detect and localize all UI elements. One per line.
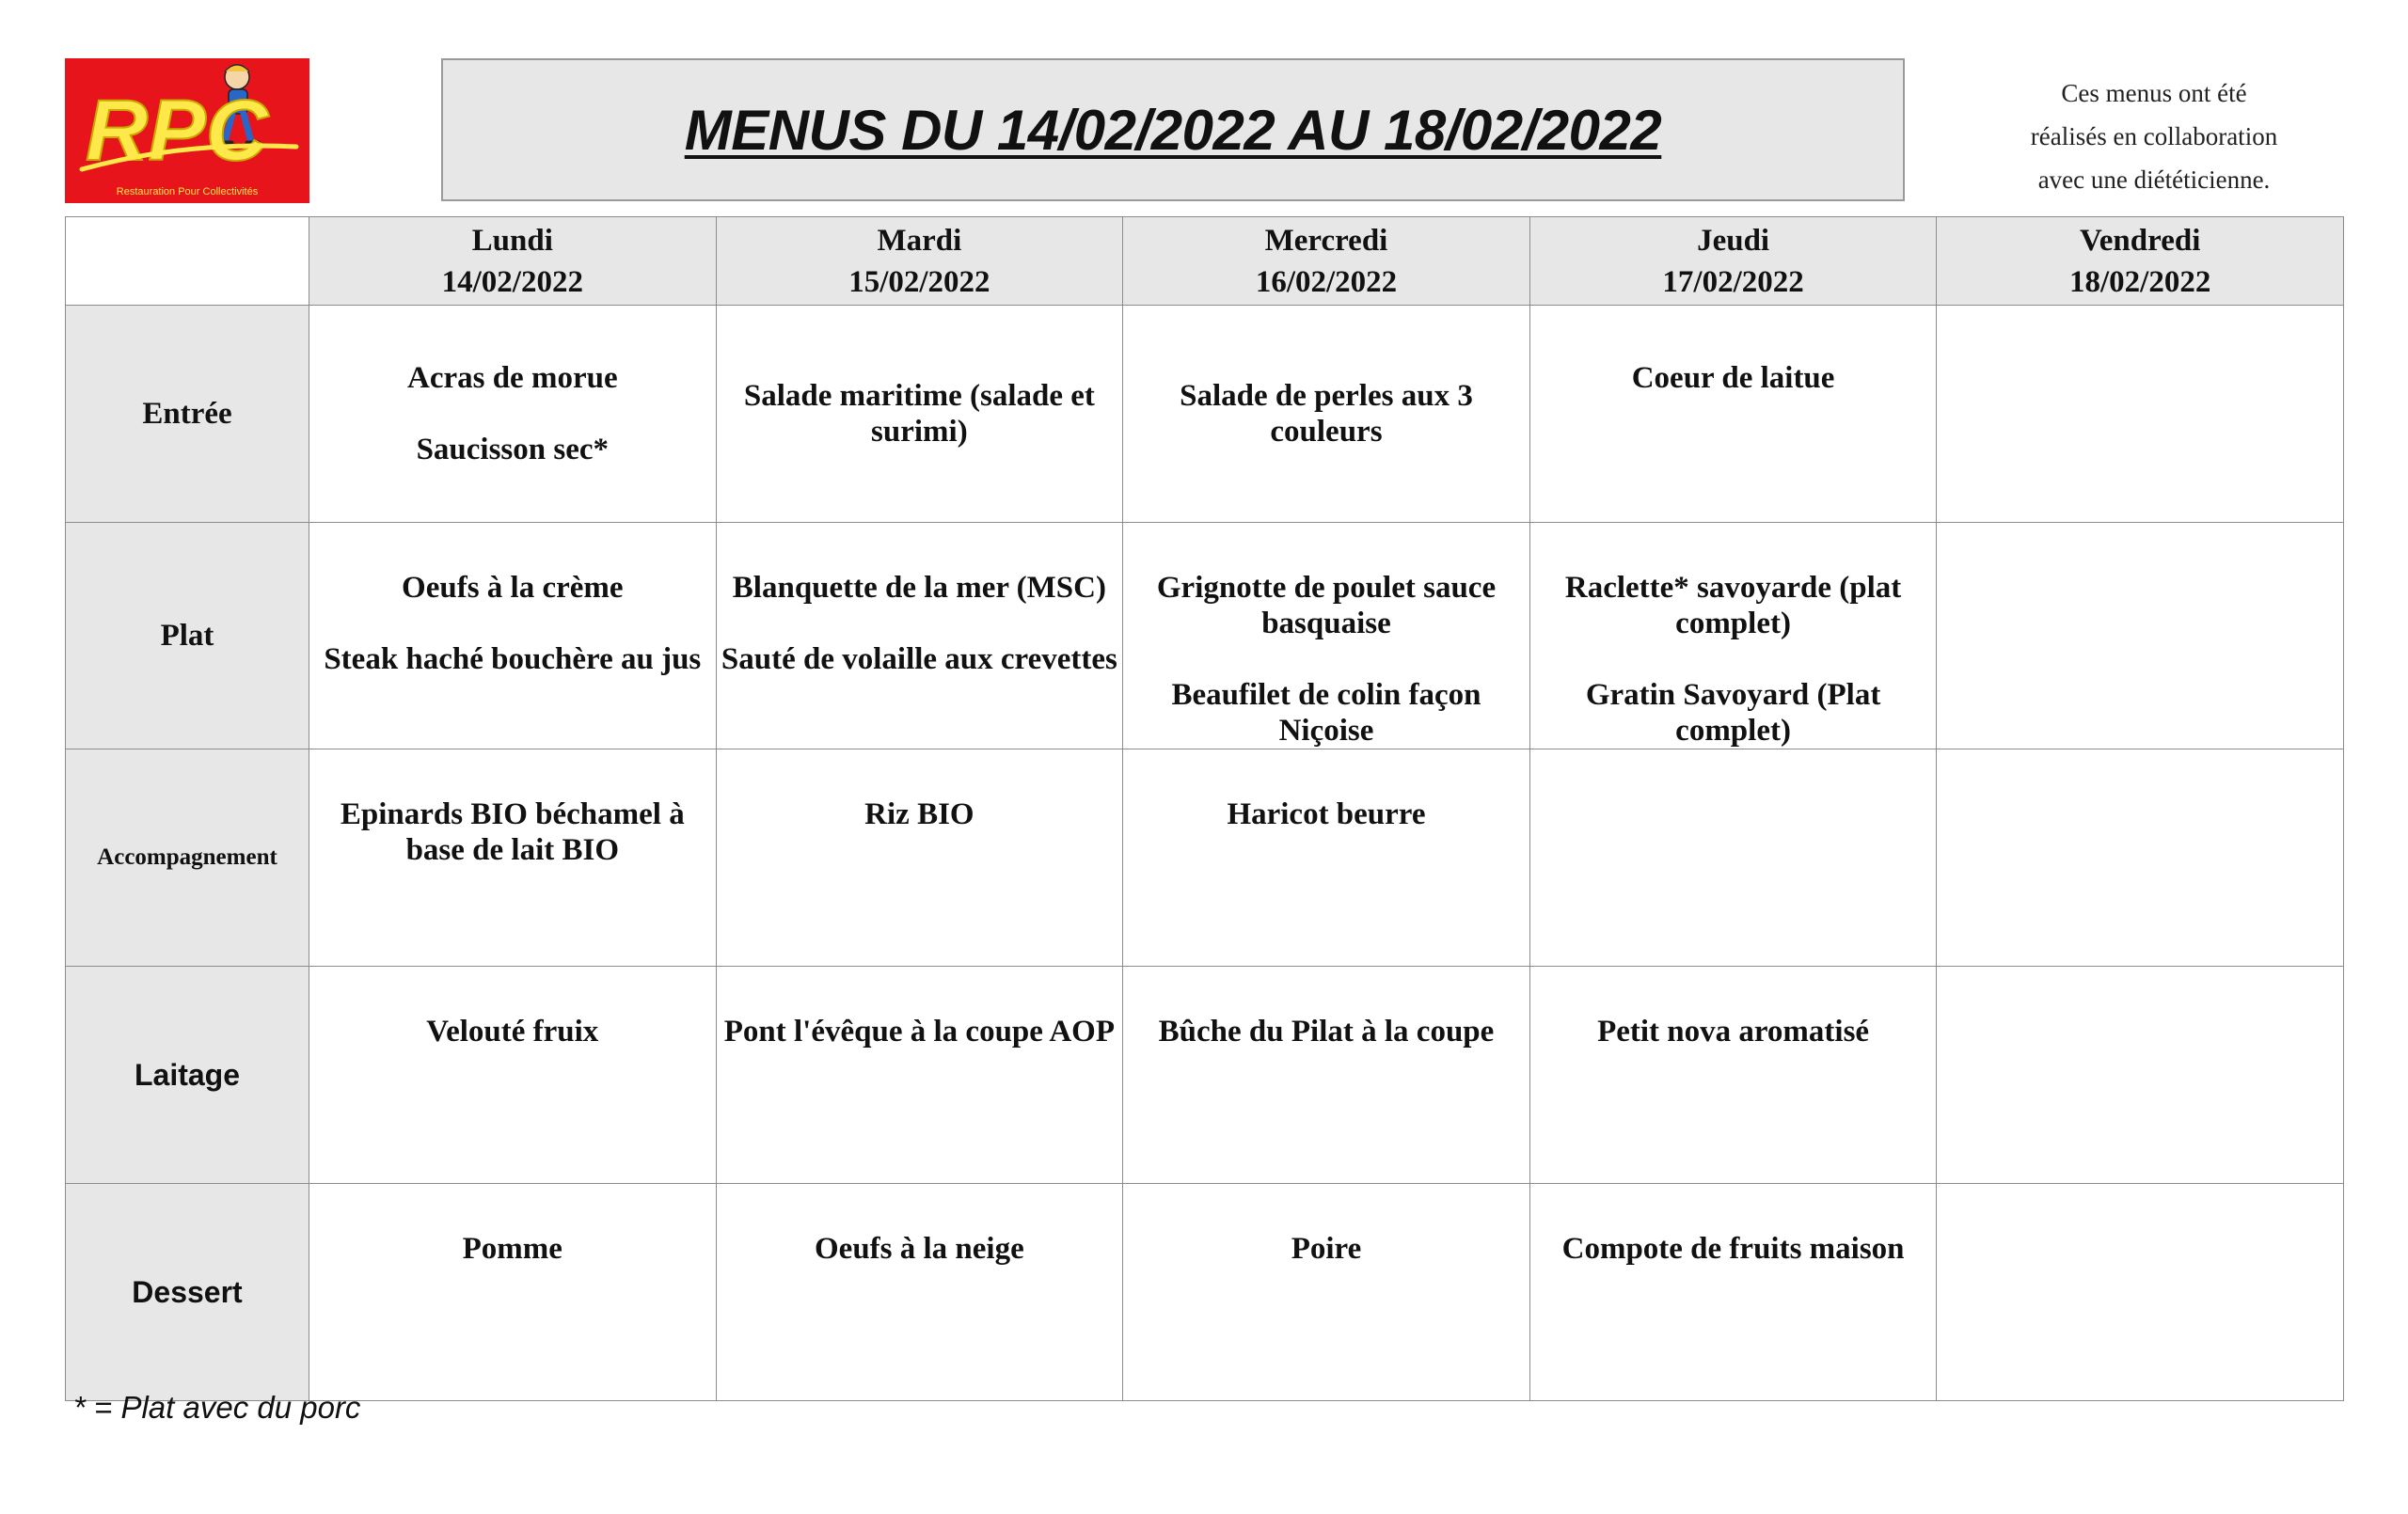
dish: Steak haché bouchère au jus bbox=[324, 642, 702, 676]
dish: Gratin Savoyard (Plat complet) bbox=[1585, 678, 1881, 748]
dish: Sauté de volaille aux crevettes bbox=[721, 642, 1117, 676]
dish: Petit nova aromatisé bbox=[1597, 1015, 1870, 1049]
menu-cell-empty bbox=[1937, 306, 2344, 523]
day-header-tuesday bbox=[716, 217, 1123, 306]
menu-cell bbox=[1123, 306, 1530, 523]
menu-cell bbox=[1529, 1184, 1937, 1401]
row-dessert bbox=[66, 1184, 2344, 1401]
day-header-friday bbox=[1937, 217, 2344, 306]
menu-cell-empty bbox=[1937, 1184, 2344, 1401]
rpc-logo-graphic bbox=[65, 58, 309, 203]
day-name: Lundi bbox=[471, 223, 553, 258]
dish: Pomme bbox=[462, 1232, 562, 1266]
menu-cell bbox=[1529, 306, 1937, 523]
row-label-accompagnement: Accompagnement bbox=[66, 749, 309, 967]
day-header-row bbox=[66, 217, 2344, 306]
row-laitage bbox=[66, 967, 2344, 1184]
menu-cell bbox=[309, 749, 717, 967]
dish: Oeufs à la neige bbox=[815, 1232, 1024, 1266]
title-box bbox=[441, 58, 1905, 201]
row-plat bbox=[66, 523, 2344, 749]
page-title: MENUS DU 14/02/2022 AU 18/02/2022 bbox=[684, 98, 1662, 162]
menu-cell bbox=[1529, 967, 1937, 1184]
day-date: 15/02/2022 bbox=[848, 264, 990, 299]
menu-cell-empty bbox=[1529, 749, 1937, 967]
menu-cell bbox=[716, 306, 1123, 523]
row-accompagnement bbox=[66, 749, 2344, 967]
day-name: Mercredi bbox=[1264, 223, 1388, 258]
corner-cell bbox=[66, 217, 309, 306]
menu-cell bbox=[1123, 1184, 1530, 1401]
row-label-plat: Plat bbox=[66, 523, 309, 749]
dish: Compote de fruits maison bbox=[1561, 1232, 1905, 1266]
day-date: 18/02/2022 bbox=[2069, 264, 2211, 299]
dish: Beaufilet de colin façon Niçoise bbox=[1171, 678, 1481, 748]
menu-cell bbox=[1529, 523, 1937, 749]
dish: Salade maritime (salade et surimi) bbox=[743, 379, 1095, 449]
menu-cell bbox=[309, 1184, 717, 1401]
menu-cell bbox=[716, 523, 1123, 749]
menu-cell-empty bbox=[1937, 749, 2344, 967]
dish: Riz BIO bbox=[864, 797, 974, 831]
dish: Epinards BIO béchamel à base de lait BIO bbox=[340, 797, 685, 867]
dish: Salade de perles aux 3 couleurs bbox=[1180, 379, 1473, 449]
menu-cell bbox=[309, 306, 717, 523]
menu-cell bbox=[1123, 523, 1530, 749]
dish: Grignotte de poulet sauce basquaise bbox=[1156, 571, 1497, 640]
day-name: Mardi bbox=[877, 223, 962, 258]
dish: Bûche du Pilat à la coupe bbox=[1158, 1015, 1495, 1049]
rpc-logo bbox=[65, 58, 309, 203]
day-header-wednesday bbox=[1123, 217, 1530, 306]
day-date: 17/02/2022 bbox=[1662, 264, 1804, 299]
dish: Saucisson sec* bbox=[416, 433, 610, 466]
row-label-dessert: Dessert bbox=[66, 1184, 309, 1401]
dish: Coeur de laitue bbox=[1631, 361, 1835, 395]
dish: Haricot beurre bbox=[1227, 797, 1426, 831]
menu-cell bbox=[309, 523, 717, 749]
dish: Blanquette de la mer (MSC) bbox=[732, 571, 1106, 605]
menu-cell bbox=[716, 1184, 1123, 1401]
row-label-entree: Entrée bbox=[66, 306, 309, 523]
day-name: Jeudi bbox=[1697, 223, 1770, 258]
dish: Raclette* savoyarde (plat complet) bbox=[1564, 571, 1902, 640]
row-entree bbox=[66, 306, 2344, 523]
menu-cell bbox=[716, 967, 1123, 1184]
day-name: Vendredi bbox=[2079, 223, 2201, 258]
dish: Velouté fruix bbox=[426, 1015, 599, 1049]
menu-table bbox=[65, 216, 2344, 1401]
note-line: Ces menus ont été bbox=[2061, 79, 2247, 107]
dish: Pont l'évêque à la coupe AOP bbox=[723, 1015, 1116, 1049]
day-date: 14/02/2022 bbox=[441, 264, 583, 299]
day-header-thursday bbox=[1529, 217, 1937, 306]
menu-cell-empty bbox=[1937, 967, 2344, 1184]
menu-cell bbox=[309, 967, 717, 1184]
logo-letters: RPC bbox=[86, 83, 269, 179]
day-header-monday bbox=[309, 217, 717, 306]
menu-cell bbox=[1123, 749, 1530, 967]
dietitian-note bbox=[1956, 71, 2352, 201]
dish: Acras de morue bbox=[406, 361, 618, 395]
dish: Oeufs à la crème bbox=[402, 571, 624, 605]
row-label-laitage: Laitage bbox=[66, 967, 309, 1184]
menu-cell-empty bbox=[1937, 523, 2344, 749]
note-line: réalisés en collaboration bbox=[2030, 122, 2278, 150]
logo-caption: Restauration Pour Collectivités bbox=[116, 186, 259, 197]
pork-footnote: * = Plat avec du porc bbox=[73, 1390, 361, 1425]
day-date: 16/02/2022 bbox=[1255, 264, 1398, 299]
dish: Poire bbox=[1291, 1232, 1362, 1266]
menu-cell bbox=[1123, 967, 1530, 1184]
note-line: avec une diététicienne. bbox=[2037, 166, 2271, 194]
menu-cell bbox=[716, 749, 1123, 967]
